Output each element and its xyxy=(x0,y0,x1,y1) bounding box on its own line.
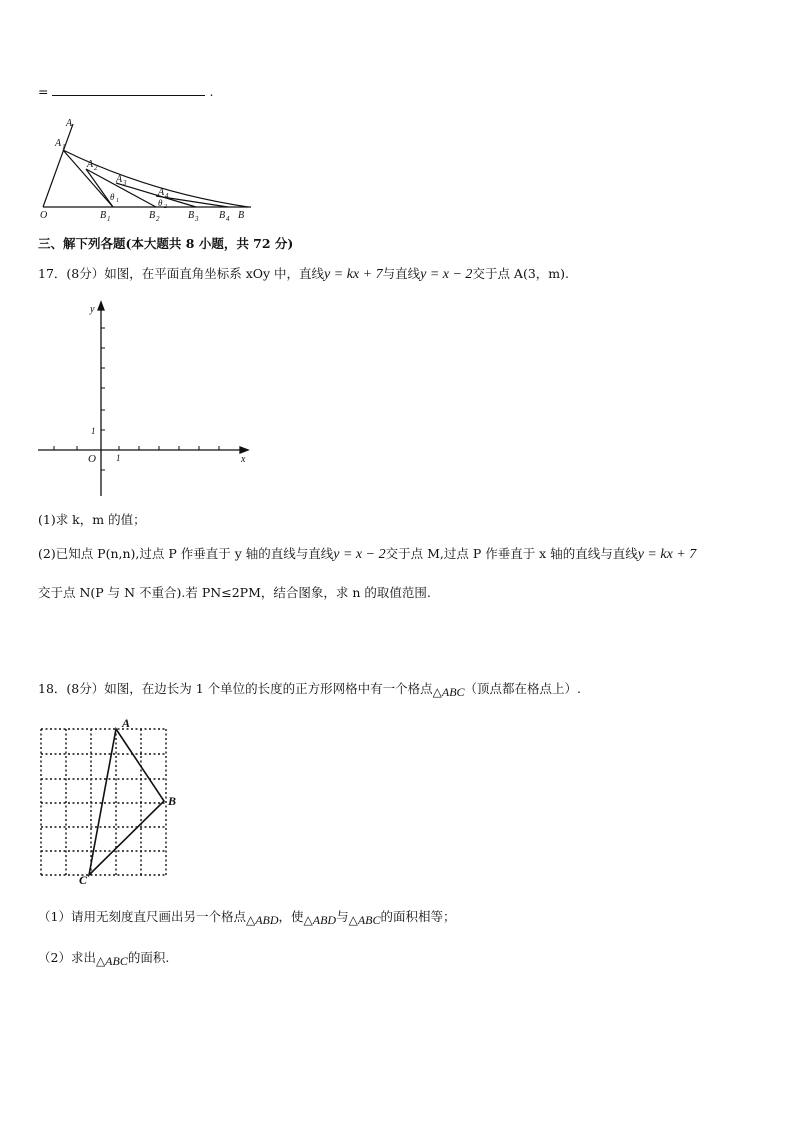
label-b4: B xyxy=(219,210,226,221)
label-theta1: θ xyxy=(110,192,115,202)
q18-p1-c: 与 xyxy=(336,909,349,924)
label-a2: A xyxy=(87,159,94,170)
q18-stem-b: （顶点都在格点上）. xyxy=(464,681,582,696)
label-theta2: θ xyxy=(158,198,163,208)
y-unit-label: 1 xyxy=(91,426,96,436)
q17-stem-a: 17．(8分）如图，在平面直角坐标系 xOy 中，直线 xyxy=(38,266,325,281)
y-arrow xyxy=(98,302,104,310)
label-a: A xyxy=(66,118,73,129)
label-a2-sub: 2 xyxy=(94,164,98,172)
vertex-label-c: C xyxy=(79,873,88,887)
ray-oa xyxy=(43,124,73,207)
q18-p1-a: （1）请用无刻度直尺画出另一个格点 xyxy=(38,909,246,924)
q18-tri-abc3: △ABC xyxy=(95,954,128,968)
q17-p2-eq1: y = x − 2 xyxy=(333,547,386,562)
q17-p2-a: (2)已知点 P(n,n),过点 P 作垂直于 y 轴的直线与直线 xyxy=(38,546,334,561)
label-a3: A xyxy=(116,174,123,185)
q18-tri-abd: △ABD xyxy=(245,913,279,927)
q18-p1-b: ，使 xyxy=(278,909,304,924)
q18-stem xyxy=(38,681,581,697)
q17-eq2: y = x − 2 xyxy=(420,267,473,282)
x-arrow xyxy=(240,447,248,453)
label-b1-sub: 1 xyxy=(107,215,111,223)
blank-underline[interactable] xyxy=(52,85,205,96)
origin-label: O xyxy=(88,453,96,465)
q18-part1 xyxy=(38,909,456,925)
vertex-label-b: B xyxy=(168,794,177,808)
q18-p2-b: 的面积. xyxy=(127,950,170,965)
dotted-grid xyxy=(41,729,166,875)
label-a1: A xyxy=(55,138,62,149)
q17-stem-b: 与直线 xyxy=(382,266,421,281)
y-axis-label: y xyxy=(90,304,95,315)
q17-stem-c: 交于点 A(3，m). xyxy=(472,266,569,281)
label-b2-sub: 2 xyxy=(156,215,160,223)
q18-part2 xyxy=(38,950,169,966)
q18-tri-abd2: △ABD xyxy=(303,913,337,927)
label-theta2-sub: 2 xyxy=(164,204,167,210)
x-unit-label: 1 xyxy=(116,453,121,463)
label-a4-sub: 4 xyxy=(165,192,169,200)
answer-blank-line xyxy=(38,84,213,100)
label-b1: B xyxy=(100,210,107,221)
q17-stem xyxy=(38,266,569,283)
vertex-label-a: A xyxy=(122,716,131,730)
x-axis-label: x xyxy=(241,454,246,465)
equals-sign: = xyxy=(38,84,49,99)
label-b3: B xyxy=(188,210,195,221)
q17-p2-b: 交于点 M,过点 P 作垂直于 x 轴的直线与直线 xyxy=(385,546,638,561)
q18-stem-a: 18．(8分）如图，在边长为 1 个单位的长度的正方形网格中有一个格点 xyxy=(38,681,433,696)
label-a1-sub: 1 xyxy=(62,143,66,151)
q18-p2-a: （2）求出 xyxy=(38,950,96,965)
q17-part1: (1)求 k，m 的值； xyxy=(38,512,146,527)
q17-part2-line1 xyxy=(38,546,696,563)
label-b2: B xyxy=(149,210,156,221)
q17-coordinate-axes xyxy=(36,300,256,500)
seg-b1a2 xyxy=(86,169,113,207)
q17-p2-eq2: y = kx + 7 xyxy=(637,547,697,562)
q17-part2-line2: 交于点 N(P 与 N 不重合).若 PN≤2PM，结合图象，求 n 的取值范围. xyxy=(38,585,431,600)
period: . xyxy=(209,84,214,99)
label-theta1-sub: 1 xyxy=(116,198,119,204)
label-b3-sub: 3 xyxy=(195,215,199,223)
angle-construction-figure xyxy=(38,114,268,224)
q18-tri-abc2: △ABC xyxy=(348,913,381,927)
triangle-abc xyxy=(89,729,164,875)
label-a3-sub: 3 xyxy=(123,179,127,187)
label-b4-sub: 4 xyxy=(226,215,230,223)
q18-grid-figure xyxy=(36,715,186,885)
q17-eq1: y = kx + 7 xyxy=(324,267,383,282)
label-a4: A xyxy=(158,187,165,198)
section-title: 三、解下列各题(本大题共 8 小题，共 72 分) xyxy=(38,236,294,251)
label-o: O xyxy=(40,210,48,221)
q18-tri-abc: △ABC xyxy=(432,685,465,699)
label-b: B xyxy=(238,210,245,221)
q18-p1-d: 的面积相等； xyxy=(380,909,456,924)
